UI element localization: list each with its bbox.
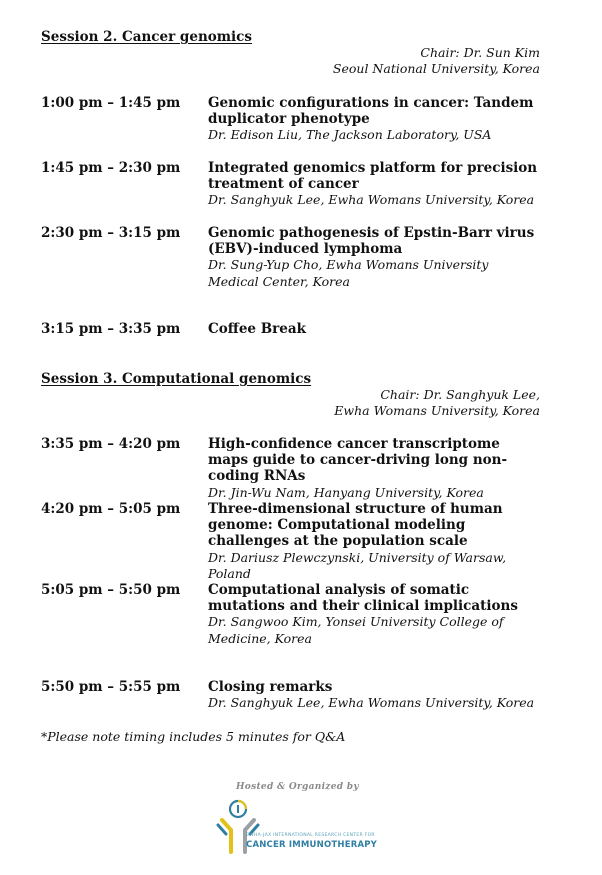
qa-note: *Please note timing includes 5 minutes for Q&A (41, 729, 346, 744)
talk-title: Genomic pathogenesis of Epstin-Barr virus (EBV)-induced lymphoma (208, 225, 535, 258)
talk-speaker: Dr. Dariusz Plewczynski, University of Warsaw, Poland (208, 549, 507, 581)
session-3-chair (334, 387, 540, 419)
talk-title: High-confidence cancer transcriptome maps guide to cancer-driving long non-coding RNAs (208, 436, 508, 485)
talk-time: 5:05 pm – 5:50 pm (41, 582, 181, 598)
talk-time: 3:35 pm – 4:20 pm (41, 436, 181, 452)
closing-time: 5:50 pm – 5:55 pm (41, 679, 181, 695)
talk-speaker: Dr. Sung-Yup Cho, Ewha Womans University Medical Center, Korea (208, 257, 489, 289)
break-title: Coffee Break (208, 321, 306, 337)
session-3-heading: Session 3. Computational genomics (41, 371, 312, 387)
chair-affiliation: Seoul National University, Korea (332, 61, 540, 76)
break-time: 3:15 pm – 3:35 pm (41, 321, 181, 337)
talk-item (208, 501, 538, 582)
chair-name: Chair: Dr. Sun Kim (420, 45, 540, 60)
talk-time: 1:00 pm – 1:45 pm (41, 95, 181, 111)
logo-subtitle: EWHA-JAX INTERNATIONAL RESEARCH CENTER FOR (246, 833, 375, 838)
talk-item (208, 225, 538, 290)
talk-item (208, 436, 538, 501)
talk-item (208, 160, 538, 209)
chair-affiliation: Ewha Womans University, Korea (334, 403, 540, 418)
talk-item (208, 582, 538, 647)
closing-item (208, 679, 538, 711)
talk-time: 4:20 pm – 5:05 pm (41, 501, 181, 517)
closing-title: Closing remarks (208, 679, 333, 695)
talk-title: Integrated genomics platform for precision treatment of cancer (208, 160, 538, 193)
talk-time: 1:45 pm – 2:30 pm (41, 160, 181, 176)
talk-title: Genomic configurations in cancer: Tandem duplicator phenotype (208, 95, 534, 128)
talk-time: 2:30 pm – 3:15 pm (41, 225, 181, 241)
talk-speaker: Dr. Jin-Wu Nam, Hanyang University, Korea (208, 484, 484, 500)
break-item (208, 321, 538, 337)
antibody-icon (222, 820, 231, 852)
logo-title: CANCER IMMUNOTHERAPY (246, 840, 378, 850)
talk-title: Computational analysis of somatic mutations and their clinical implications (208, 582, 518, 615)
talk-speaker: Dr. Edison Liu, The Jackson Laboratory, USA (208, 127, 492, 143)
closing-speaker: Dr. Sanghyuk Lee, Ewha Womans University, Korea (208, 695, 535, 711)
session-2-chair (333, 45, 540, 77)
talk-speaker: Dr. Sanghyuk Lee, Ewha Womans University, Korea (208, 192, 535, 208)
hosted-by-label: Hosted & Organized by (236, 782, 359, 792)
session-2-heading: Session 2. Cancer genomics (41, 29, 252, 45)
talk-title: Three-dimensional structure of human genome: Computational modeling challenges at the population scale (208, 501, 503, 550)
talk-speaker: Dr. Sangwoo Kim, Yonsei University College of Medicine, Korea (208, 614, 504, 646)
chair-name: Chair: Dr. Sanghyuk Lee, (380, 387, 540, 402)
talk-item (208, 95, 538, 144)
